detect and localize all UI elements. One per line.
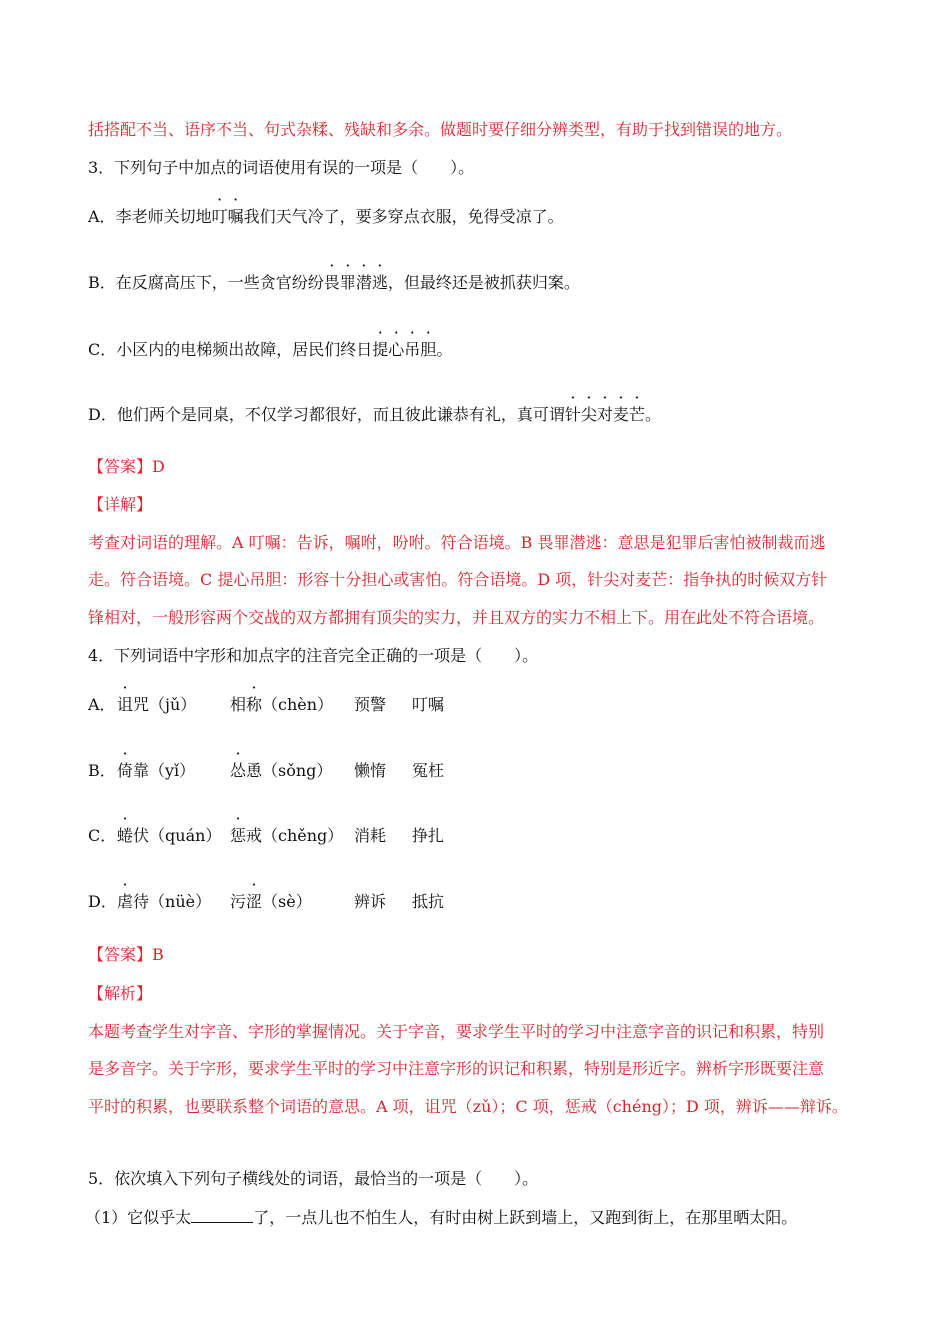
- option-label: C．: [88, 826, 117, 845]
- answer-tag: 【答案】: [88, 945, 153, 964]
- dotted-char: 芒: [628, 405, 645, 424]
- option-label: D．: [88, 405, 117, 424]
- q3-answer: [88, 456, 165, 478]
- dotted-char: 对: [596, 405, 613, 424]
- answer-tag: 【答案】: [88, 457, 153, 476]
- dotted-char: 涩: [246, 892, 263, 911]
- dotted-char: 吊: [404, 340, 421, 359]
- dotted-char: 倚: [117, 761, 134, 780]
- word-4: 叮嘱: [412, 695, 445, 714]
- dotted-char: 尖: [580, 405, 597, 424]
- q5-sentence-1: （1）它似乎太 了，一点儿也不怕生人，有时由树上跃到墙上，又跑到街上，在那里晒太阳。: [85, 1208, 798, 1227]
- word-1: 虐待（nüè）: [117, 892, 212, 911]
- q3-stem: 3．下列句子中加点的词语使用有误的一项是（ ）。: [88, 158, 475, 177]
- word-1: 诅咒（jǔ）: [117, 695, 197, 714]
- word-3: 懒惰: [354, 761, 387, 780]
- dotted-char: 惩: [230, 826, 247, 845]
- word-1: 倚靠（yǐ）: [117, 761, 196, 780]
- q4-detail-line-2: 是多音字。关于字形，要求学生平时的学习中注意字形的识记和积累，特别是形近字。辨析字形既要注意: [88, 1059, 825, 1078]
- dotted-char: 虐: [117, 892, 134, 911]
- dotted-char: 潜: [355, 273, 372, 292]
- dotted-char: 诅: [117, 695, 134, 714]
- word-2: 惩戒（chěng）: [230, 826, 344, 845]
- q4-detail-line-3: 平时的积累，也要联系整个词语的意思。A 项，诅咒（zǔ）；C 项，惩戒（chéng）；D 项，辨诉——辩诉。: [88, 1097, 848, 1116]
- q5-stem: 5．依次填入下列句子横线处的词语，最恰当的一项是（ ）。: [88, 1169, 539, 1188]
- option-label: A．: [88, 695, 116, 714]
- q3-detail-line-3: 锋相对，一般形容两个交战的双方都拥有顶尖的实力，并且双方的实力不相上下。用在此处不符合语境。: [88, 608, 825, 627]
- dotted-char: 称: [246, 695, 263, 714]
- option-label: C．: [88, 340, 117, 359]
- word-2: 污涩（sè）: [230, 892, 312, 911]
- word-3: 预警: [354, 695, 387, 714]
- option-label: B．: [88, 761, 116, 780]
- q4-detail-tag: 【解析】: [88, 984, 153, 1003]
- word-2: 相称（chèn）: [230, 695, 334, 714]
- answer-value: B: [152, 945, 164, 964]
- option-label: B．: [88, 273, 116, 292]
- q3-option-a: A．李老师关切地叮嘱我们天气冷了，要多穿点衣服，免得受凉了。: [88, 207, 564, 226]
- dotted-char: 麦: [612, 405, 629, 424]
- dotted-char: 怂: [230, 761, 247, 780]
- dotted-char: 心: [388, 340, 405, 359]
- word-3: 消耗: [354, 826, 387, 845]
- option-label: D．: [88, 892, 117, 911]
- dotted-char: 嘱: [227, 207, 244, 226]
- dotted-char: 叮: [211, 207, 228, 226]
- word-3: 辨诉: [354, 892, 387, 911]
- word-4: 挣扎: [412, 826, 445, 845]
- answer-value: D: [152, 457, 165, 476]
- dotted-char: 提: [372, 340, 389, 359]
- q3-detail-line-1: 考查对词语的理解。A 叮嘱：告诉，嘱咐，吩咐。符合语境。B 畏罪潜逃：意思是犯罪后害怕被制裁而逃: [88, 533, 826, 552]
- dotted-char: 蜷: [117, 826, 134, 845]
- dotted-char: 针: [564, 405, 581, 424]
- dotted-char: 胆: [420, 340, 437, 359]
- q3-detail-line-2: 走。符合语境。C 提心吊胆：形容十分担心或害怕。符合语境。D 项，针尖对麦芒：指争执的时候双方针: [88, 570, 828, 589]
- fill-blank: [191, 1208, 253, 1223]
- word-1: 蜷伏（quán）: [117, 826, 222, 845]
- q3-detail-tag: 【详解】: [88, 495, 153, 514]
- q3-option-c: C．小区内的电梯频出故障，居民们终日提心吊胆。: [88, 340, 453, 359]
- dotted-char: 逃: [371, 273, 388, 292]
- q4-stem: 4．下列词语中字形和加点字的注音完全正确的一项是（ ）。: [88, 646, 539, 665]
- dotted-char: 罪: [339, 273, 356, 292]
- q3-option-b: B．在反腐高压下，一些贪官纷纷畏罪潜逃，但最终还是被抓获归案。: [88, 273, 580, 292]
- dotted-char: 畏: [323, 273, 340, 292]
- option-label: A．: [88, 207, 116, 226]
- q3-option-d: D．他们两个是同桌，不仅学习都很好，而且彼此谦恭有礼，真可谓针尖对麦芒。: [88, 405, 661, 424]
- word-4: 冤枉: [412, 761, 445, 780]
- word-4: 抵抗: [412, 892, 445, 911]
- intro-line: 括搭配不当、语序不当、句式杂糅、残缺和多余。做题时要仔细分辨类型，有助于找到错误的地方。: [88, 120, 793, 139]
- q4-answer: [88, 944, 164, 966]
- q4-detail-line-1: 本题考查学生对字音、字形的掌握情况。关于字音，要求学生平时的学习中注意字音的识记和积累，特别: [88, 1022, 825, 1041]
- word-2: 怂恿（sǒng）: [230, 761, 333, 780]
